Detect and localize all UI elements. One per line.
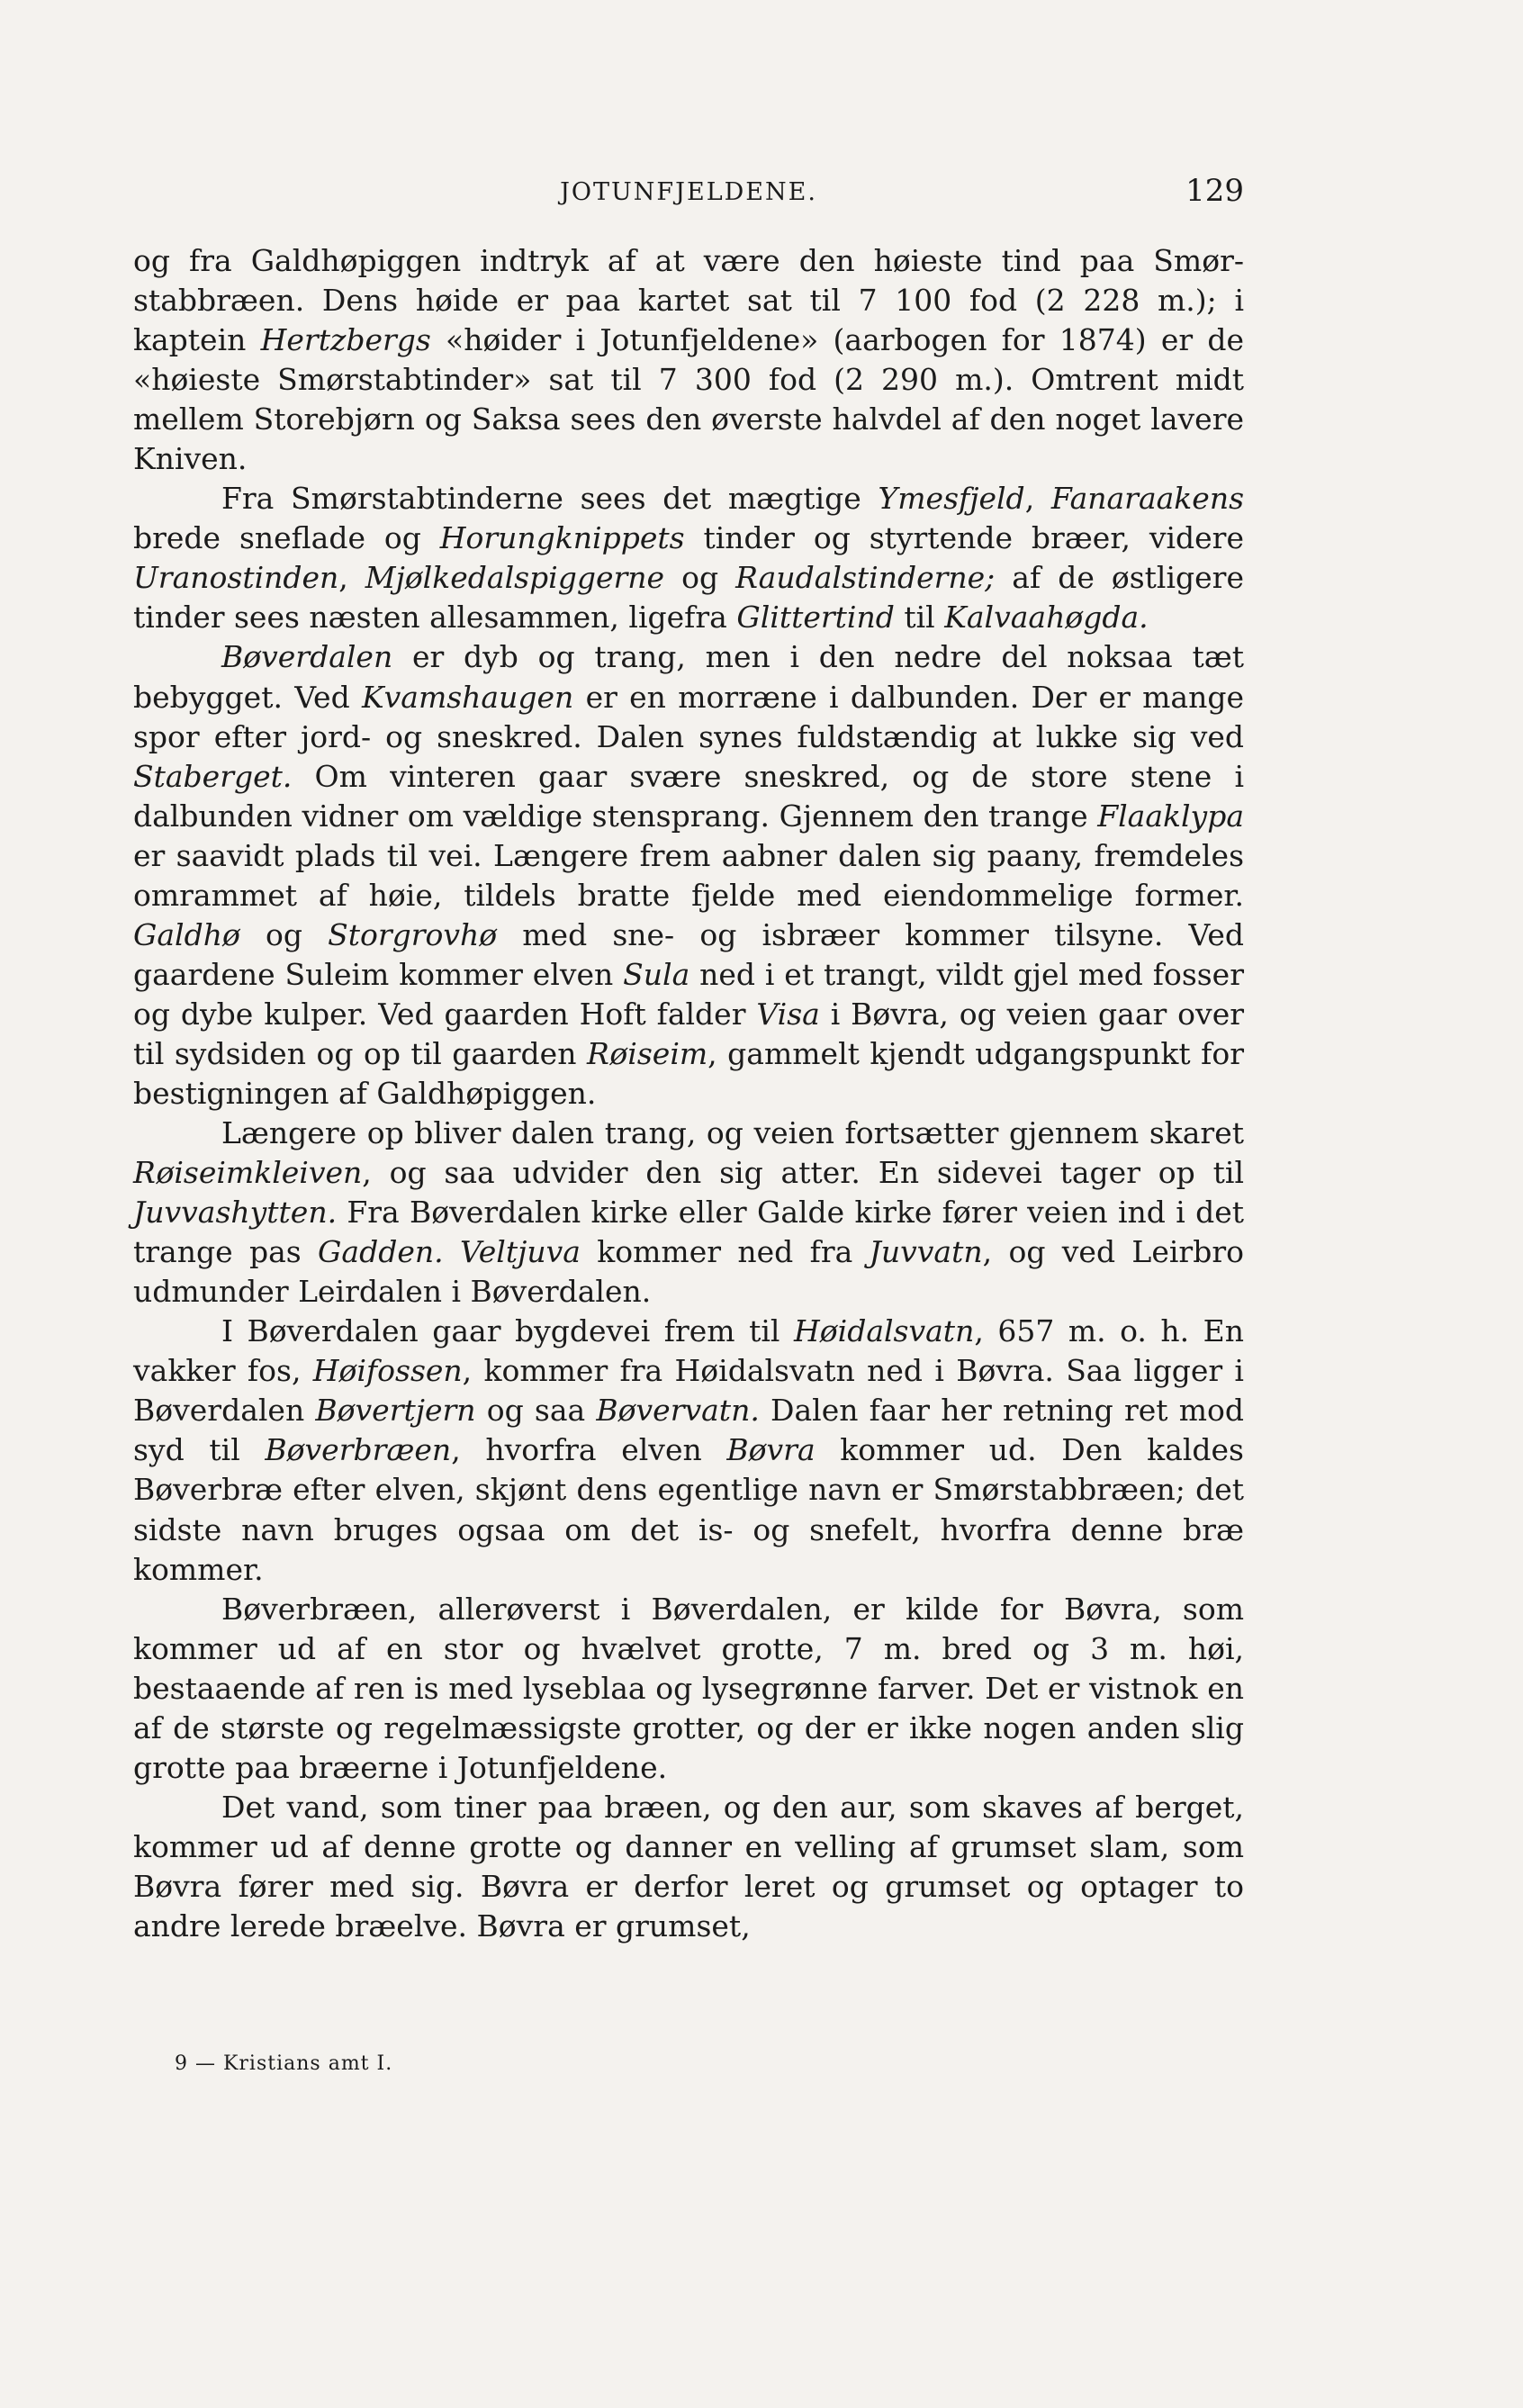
italic-text: Bøvervatn. (596, 1393, 760, 1429)
text-run: brede sneflade og (133, 520, 440, 556)
text-run: af de østligere tinder sees næsten allesammen, ligefra (133, 560, 1244, 636)
italic-text: Kalvaahøgda. (944, 600, 1149, 636)
italic-text: Uranostinden (133, 560, 339, 596)
italic-text: Hertzbergs (260, 322, 431, 358)
text-run: Det vand, som tiner paa bræen, og den aur, som skaves af berget, kommer ud af denne grotte og danner en velling af grumset slam, som Bøvra fører med sig. Bøvra er derfor leret og grumset og optager to andre lerede bræelve. Bøvra er grumset, (133, 1789, 1244, 1944)
italic-text: Bøverdalen (221, 639, 393, 675)
paragraph (133, 241, 1244, 479)
text-run: , kommer fra Høidalsvatn ned i Bøvra. Saa ligger i Bøverdalen (133, 1353, 1244, 1429)
italic-text: Glittertind (736, 600, 895, 636)
text-run: ned i et trangt, vildt gjel med fosser og dybe kulper. Ved gaarden Hoft falder (133, 956, 1244, 1032)
text-run: , hvorfra elven (451, 1432, 727, 1468)
italic-text: Sula (623, 956, 690, 992)
text-run (444, 1234, 460, 1269)
italic-text: Juvvatn (869, 1234, 983, 1270)
italic-text: Storgrovhø (328, 916, 498, 952)
text-run: Fra Bøverdalen kirke eller Galde kirke fører veien ind i det trange pas (133, 1195, 1244, 1270)
italic-text: Ymesfjeld (878, 481, 1025, 517)
text-run: til (894, 600, 945, 636)
paragraph (133, 1114, 1244, 1312)
italic-text: Juvvashytten. (133, 1195, 338, 1231)
italic-text: Bøvertjern (315, 1393, 476, 1429)
text-run: og (664, 560, 736, 596)
italic-text: Høidalsvatn (794, 1313, 975, 1349)
italic-text: Raudalstinderne; (735, 560, 996, 596)
text-run: med sne- og isbræer kommer tilsyne. Ved gaardene Suleim kommer elven (133, 916, 1244, 992)
text-run: Længere op bliver dalen trang, og veien fortsætter gjennem skaret (221, 1115, 1244, 1151)
italic-text: Galdhø (133, 916, 240, 952)
text-run: er dyb og trang, men i den nedre del noksaa tæt bebygget. Ved (133, 639, 1244, 715)
text-run: I Bøverdalen gaar bygdevei frem til (221, 1313, 794, 1349)
italic-text: Mjølkedalspiggerne (365, 560, 665, 596)
italic-text: Visa (756, 996, 820, 1032)
body-text (133, 241, 1244, 1946)
text-run: , (1024, 481, 1051, 517)
italic-text: Røiseim (586, 1035, 708, 1071)
text-run: kommer ned fra (580, 1234, 870, 1270)
text-run: tinder og styrtende bræer, videre (684, 520, 1244, 556)
text-run: Om vinteren gaar svære sneskred, og de store stene i dalbunden vidner om vældige stensprang. Gjennem den trange (133, 758, 1244, 834)
page-number: 129 (1185, 173, 1244, 209)
italic-text: Veltjuva (459, 1234, 581, 1270)
text-run: Bøverbræen, allerøverst i Bøverdalen, er kilde for Bøvra, som kommer ud af en stor og hvælvet grotte, 7 m. bred og 3 m. høi, bestaaende af ren is med lyseblaa og lysegrønne farver. Det er vistnok en af de største og regelmæssigste grotter, og der er ikke nogen anden slig grotte paa bræerne i Jotunfjeldene. (133, 1591, 1244, 1785)
italic-text: Røiseimkleiven (133, 1155, 363, 1191)
italic-text: Fanaraakens (1050, 481, 1245, 517)
text-run: Fra Smørstabtinderne sees det mægtige (221, 481, 879, 517)
italic-text: Kvamshaugen (361, 679, 574, 715)
text-run: Dalen faar her retning ret mod syd til (133, 1393, 1244, 1468)
text-run: , 657 m. o. h. En vakker fos, (133, 1313, 1244, 1389)
italic-text: Horungknippets (439, 520, 685, 556)
page-header (133, 173, 1244, 216)
italic-text: Flaaklypa (1097, 798, 1244, 834)
text-run: , gammelt kjendt udgangspunkt for bestigningen af Galdhøpiggen. (133, 1035, 1245, 1111)
paragraph (133, 1312, 1244, 1589)
paragraph (133, 637, 1244, 1114)
text-run: og saa (475, 1393, 597, 1429)
text-run: , (338, 560, 365, 596)
italic-text: Bøverbræen (265, 1432, 452, 1468)
text-run: og (239, 916, 329, 952)
paragraph (133, 1788, 1244, 1946)
text-run: «høider i Jotunfjeldene» (aarbogen for 1874) er de «høieste Smørstabtinder» sat til 7 300 fod (2 290 m.). Omtrent midt mellem Storebjørn og Saksa sees den øverste halvdel af den noget lavere Kniven. (133, 322, 1244, 477)
running-title: JOTUNFJELDENE. (560, 178, 817, 206)
paragraph (133, 1590, 1244, 1788)
italic-text: Staberget. (133, 758, 293, 794)
text-run: kommer ud. Den kaldes Bøverbræ efter elven, skjønt dens egentlige navn er Smørstabbræen; det sidste navn bruges ogsaa om det is- og snefelt, hvorfra denne bræ kommer. (133, 1432, 1244, 1587)
italic-text: Høifossen (312, 1353, 463, 1389)
paragraph (133, 479, 1244, 637)
text-run: er saavidt plads til vei. Længere frem aabner dalen sig paany, fremdeles omrammet af høie, tildels bratte fjelde med eiendommelige former. (133, 837, 1244, 913)
text-run: , og saa udvider den sig atter. En sidevei tager op til (362, 1155, 1244, 1191)
italic-text: Bøvra (726, 1432, 816, 1468)
italic-text: Gadden. (318, 1234, 444, 1270)
text-run: og fra Galdhøpiggen indtryk af at være den høieste tind paa Smørstabbræen. Dens høide er paa kartet sat til 7 100 fod (2 228 m.); i kaptein (133, 243, 1244, 358)
text-run: er en morræne i dalbunden. Der er mange spor efter jord- og sneskred. Dalen synes fuldstændig at lukke sig ved (133, 679, 1245, 754)
text-run: i Bøvra, og veien gaar over til sydsiden og op til gaarden (133, 996, 1245, 1071)
text-run: , og ved Leirbro udmunder Leirdalen i Bøverdalen. (133, 1234, 1244, 1310)
printer-signature: 9 — Kristians amt I. (175, 2052, 393, 2075)
